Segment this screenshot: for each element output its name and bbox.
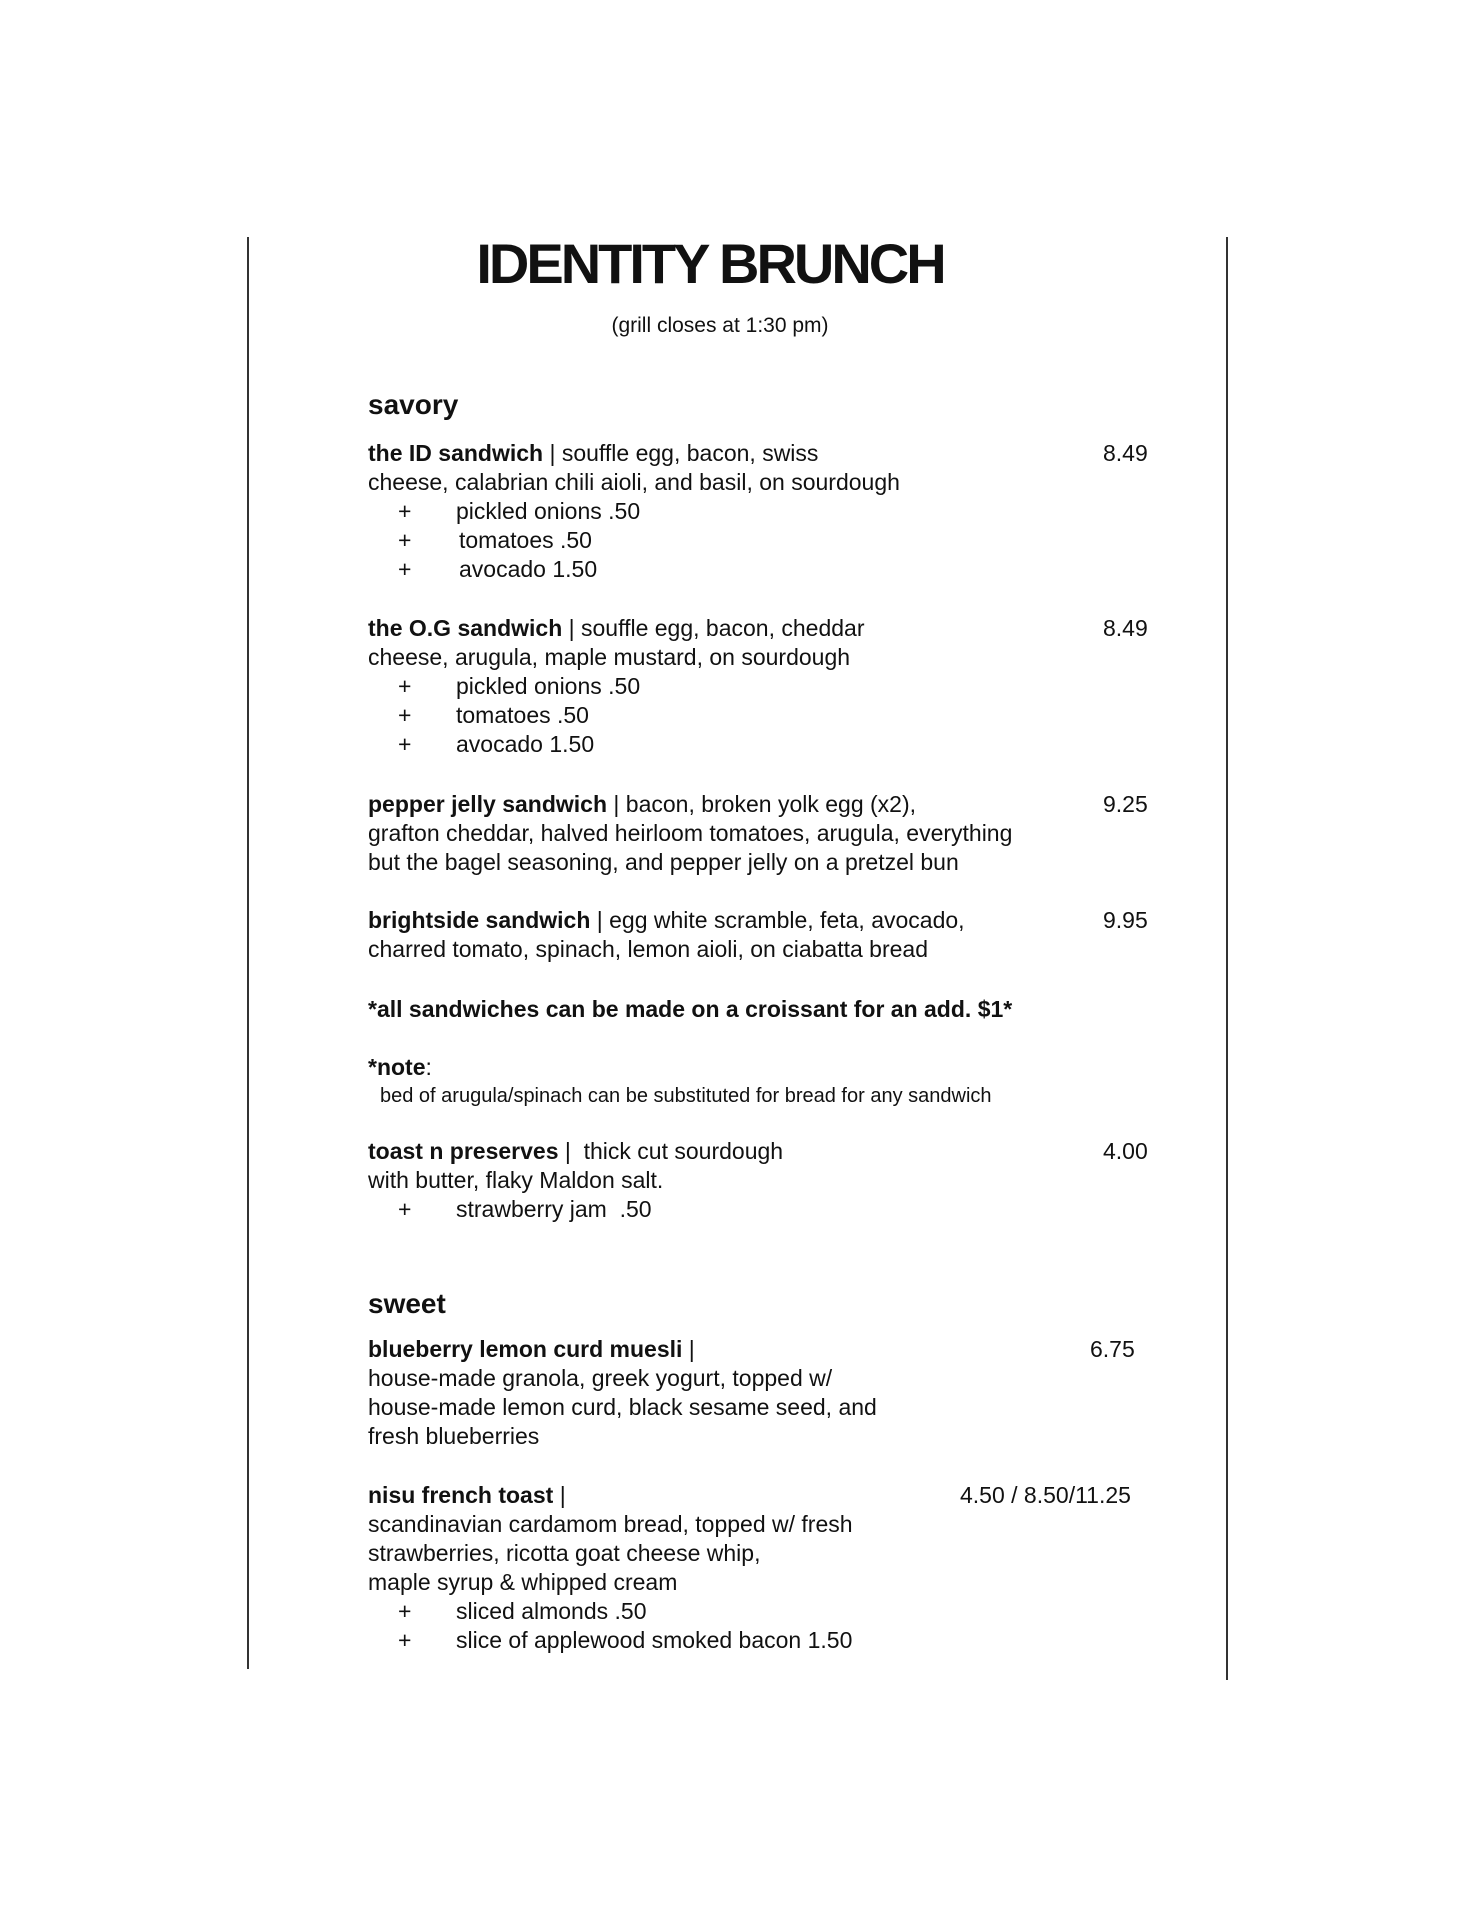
menu-item-nisu-french-toast [368,1481,1168,1655]
menu-item-og-sandwich [368,614,1168,759]
plus-icon: + [398,1627,412,1653]
item-description: with butter, flaky Maldon salt. [368,1167,664,1193]
item-description: house-made granola, greek yogurt, topped w/ [368,1365,833,1391]
item-name: toast n preserves [368,1138,559,1164]
addon-item: + pickled onions .50 [398,498,641,524]
note-text: bed of arugula/spinach can be substituted for bread for any sandwich [380,1085,992,1107]
plus-icon: + [398,527,412,553]
plus-icon: + [398,673,412,699]
right-border-rule [1226,237,1228,1680]
addon-item: + tomatoes .50 [398,527,592,553]
addon-item: + sliced almonds .50 [398,1598,647,1624]
item-description: | thick cut sourdough [558,1138,784,1164]
item-description: | souffle egg, bacon, swiss [543,440,819,466]
addon-item: + pickled onions .50 [398,673,641,699]
item-description: | souffle egg, bacon, cheddar [562,615,865,641]
addon-item: + avocado 1.50 [398,556,598,582]
menu-item-blueberry-muesli [368,1335,1168,1451]
item-description: but the bagel seasoning, and pepper jelly on a pretzel bun [368,849,959,875]
left-border-rule [247,237,249,1669]
item-price: 8.49 [1103,615,1148,641]
item-name: nisu french toast [368,1482,554,1508]
item-price: 6.75 [1090,1336,1135,1362]
plus-icon: + [398,702,412,728]
item-description: | [553,1482,566,1508]
section-heading-sweet: sweet [368,1288,446,1319]
item-description: fresh blueberries [368,1423,540,1449]
item-price: 9.25 [1103,791,1148,817]
menu-item-toast-n-preserves [368,1137,1168,1224]
item-name: the ID sandwich [368,440,544,466]
item-description: house-made lemon curd, black sesame seed, and [368,1394,877,1420]
section-heading-savory: savory [368,389,459,420]
item-description: | egg white scramble, feta, avocado, [590,907,965,933]
addon-item: + tomatoes .50 [398,702,589,728]
plus-icon: + [398,1598,412,1624]
menu-subtitle: (grill closes at 1:30 pm) [611,314,829,337]
menu-title: IDENTITY BRUNCH [476,232,944,295]
item-description: charred tomato, spinach, lemon aioli, on ciabatta bread [368,936,928,962]
item-name: pepper jelly sandwich [368,791,608,817]
item-price: 4.00 [1103,1138,1148,1164]
item-description: cheese, calabrian chili aioli, and basil, on sourdough [368,469,900,495]
item-name: the O.G sandwich [368,615,563,641]
item-name: brightside sandwich [368,907,591,933]
item-description: grafton cheddar, halved heirloom tomatoes, arugula, everything [368,820,1013,846]
note-label: *note: [368,1054,432,1080]
addon-item: + avocado 1.50 [398,731,595,757]
item-price: 8.49 [1103,440,1148,466]
plus-icon: + [398,556,412,582]
item-description: | bacon, broken yolk egg (x2), [607,791,917,817]
menu-item-id-sandwich [368,439,1168,584]
item-description: strawberries, ricotta goat cheese whip, [368,1540,761,1566]
plus-icon: + [398,731,412,757]
item-price: 9.95 [1103,907,1148,933]
addon-item: + strawberry jam .50 [398,1196,652,1222]
croissant-note: *all sandwiches can be made on a croissant for an add. $1* [368,996,1013,1022]
menu-item-brightside-sandwich [368,906,1168,964]
item-description: scandinavian cardamom bread, topped w/ fresh [368,1511,853,1537]
menu-item-pepper-jelly-sandwich [368,790,1168,877]
item-description: | [682,1336,695,1362]
item-name: blueberry lemon curd muesli [368,1336,683,1362]
addon-item: + slice of applewood smoked bacon 1.50 [398,1627,853,1653]
item-price: 4.50 / 8.50/11.25 [960,1482,1131,1508]
item-description: maple syrup & whipped cream [368,1569,678,1595]
plus-icon: + [398,498,412,524]
plus-icon: + [398,1196,412,1222]
item-description: cheese, arugula, maple mustard, on sourdough [368,644,851,670]
